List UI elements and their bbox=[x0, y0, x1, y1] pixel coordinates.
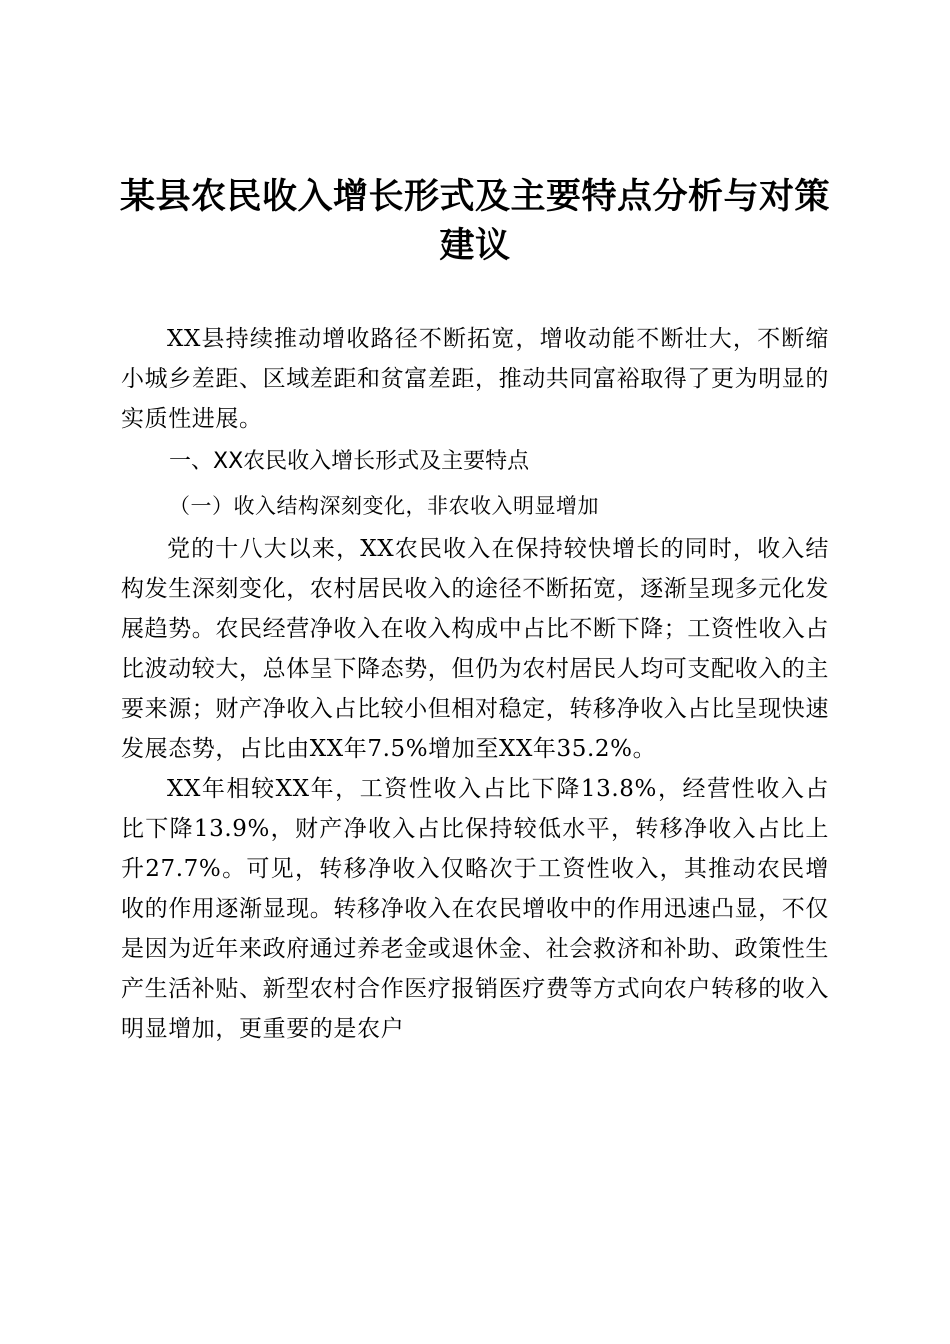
section-heading: 一、XX农民收入增长形式及主要特点 bbox=[169, 449, 530, 474]
document-title: 某县农民收入增长形式及主要特点分析与对策建议 bbox=[119, 176, 830, 266]
intro-paragraph: XX县持续推动增收路径不断拓宽，增收动能不断壮大，不断缩小城乡差距、区域差距和贫富差距，推动共同富裕取得了更为明显的实质性进展。 bbox=[121, 326, 829, 432]
body-paragraph-2: XX年相较XX年，工资性收入占比下降13.8%，经营性收入占比下降13.9%，财产净收入占比保持较低水平，转移净收入占比上升27.7%。可见，转移净收入仅略次于工资性收入，其推动农民增收的作用逐渐显现。转移净收入在农民增收中的作用迅速凸显，不仅是因为近年来政府通过养老金或退休金、社会救济和补助、政策性生产生活补贴、新型农村合作医疗报销医疗费等方式向农户转移的收入明显增加，更重要的是农户 bbox=[121, 776, 829, 1042]
subsection-heading: （一）收入结构深刻变化，非农收入明显增加 bbox=[169, 494, 599, 518]
body-paragraph-1: 党的十八大以来，XX农民收入在保持较快增长的同时，收入结构发生深刻变化，农村居民收入的途径不断拓宽，逐渐呈现多元化发展趋势。农民经营净收入在收入构成中占比不断下降；工资性收入占比波动较大，总体呈下降态势，但仍为农村居民人均可支配收入的主要来源；财产净收入占比较小但相对稳定，转移净收入占比呈现快速发展态势，占比由XX年7.5%增加至XX年35.2%。 bbox=[121, 536, 829, 762]
document-body bbox=[121, 319, 829, 1049]
